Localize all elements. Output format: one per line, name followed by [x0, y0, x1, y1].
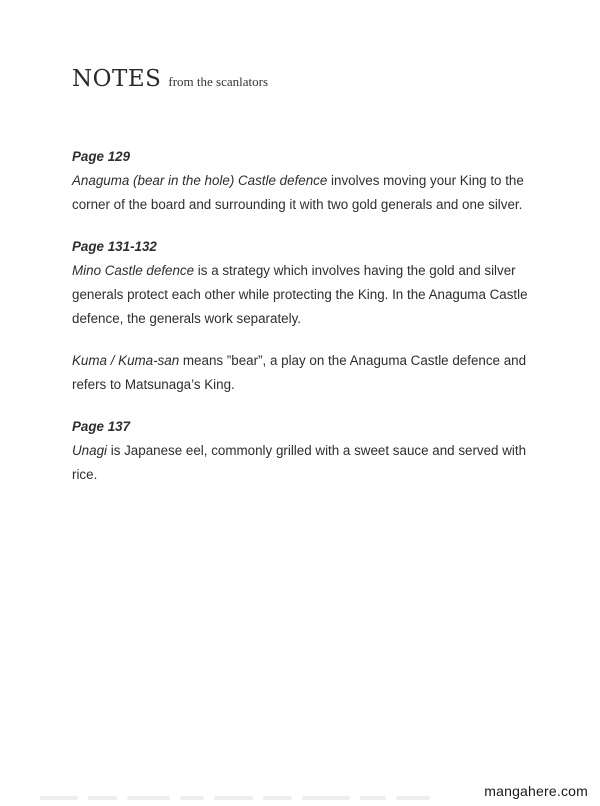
notes-content	[72, 145, 532, 487]
note-text: involves moving your King to the corner of the board and surrounding it with two gold generals and one silver.	[72, 173, 524, 212]
note-term: Anaguma (bear in the hole) Castle defence	[72, 173, 328, 188]
notes-title: NOTES	[72, 66, 162, 92]
faint-footer-strip	[40, 796, 430, 802]
page-label: Page 129	[72, 149, 131, 164]
notes-subtitle: from the scanlators	[168, 74, 269, 89]
note-paragraph	[72, 349, 532, 397]
page-label: Page 131-132	[72, 239, 157, 254]
note-term: Kuma / Kuma-san	[72, 353, 180, 368]
note-text: is a strategy which involves having the gold and silver generals protect each other while protecting the King. In the Anaguma Castle defence, the generals work separately.	[72, 263, 528, 326]
notes-header	[72, 66, 268, 92]
page-label: Page 137	[72, 419, 131, 434]
note-section-page-131-132	[72, 235, 532, 397]
note-section-page-129	[72, 145, 532, 217]
note-text: means ”bear”, a play on the Anaguma Castle defence and refers to Matsunaga’s King.	[72, 353, 527, 392]
note-section-page-137	[72, 415, 532, 487]
note-term: Unagi	[72, 443, 107, 458]
note-paragraph	[72, 169, 532, 217]
note-text: is Japanese eel, commonly grilled with a sweet sauce and served with rice.	[72, 443, 527, 482]
watermark: mangahere.com	[484, 783, 588, 799]
note-paragraph	[72, 439, 532, 487]
note-paragraph	[72, 259, 532, 331]
note-term: Mino Castle defence	[72, 263, 195, 278]
